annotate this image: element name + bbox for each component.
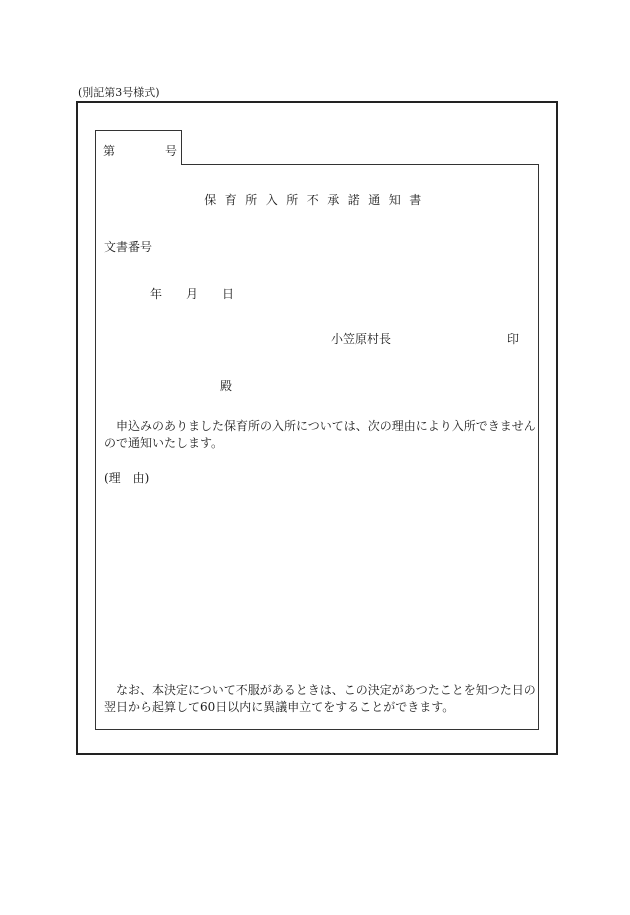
number-prefix: 第 xyxy=(103,144,116,158)
issuer-name: 小笠原村長 xyxy=(331,332,392,346)
document-number-label: 文書番号 xyxy=(104,240,153,254)
date-day: 日 xyxy=(222,287,235,301)
number-suffix: 号 xyxy=(165,144,178,158)
document-title: 保育所入所不承諾通知書 xyxy=(204,193,430,207)
appeal-line-1: なお、本決定について不服があるときは、この決定があつたことを知つた日の xyxy=(116,683,536,697)
document-number-box xyxy=(95,130,182,165)
form-style-note: (別記第3号様式) xyxy=(78,86,160,99)
reason-label: (理 由) xyxy=(104,471,150,485)
body-line-1: 申込みのありました保育所の入所については、次の理由により入所できません xyxy=(116,419,536,433)
date-year: 年 xyxy=(150,287,163,301)
seal-mark: 印 xyxy=(507,332,520,346)
notice-body xyxy=(104,418,534,452)
appeal-notice xyxy=(104,682,534,716)
body-line-2: ので通知いたします。 xyxy=(104,436,224,450)
addressee-suffix: 殿 xyxy=(220,379,233,393)
appeal-line-2: 翌日から起算して60日以内に異議申立てをすることができます。 xyxy=(104,700,455,714)
date-month: 月 xyxy=(186,287,199,301)
